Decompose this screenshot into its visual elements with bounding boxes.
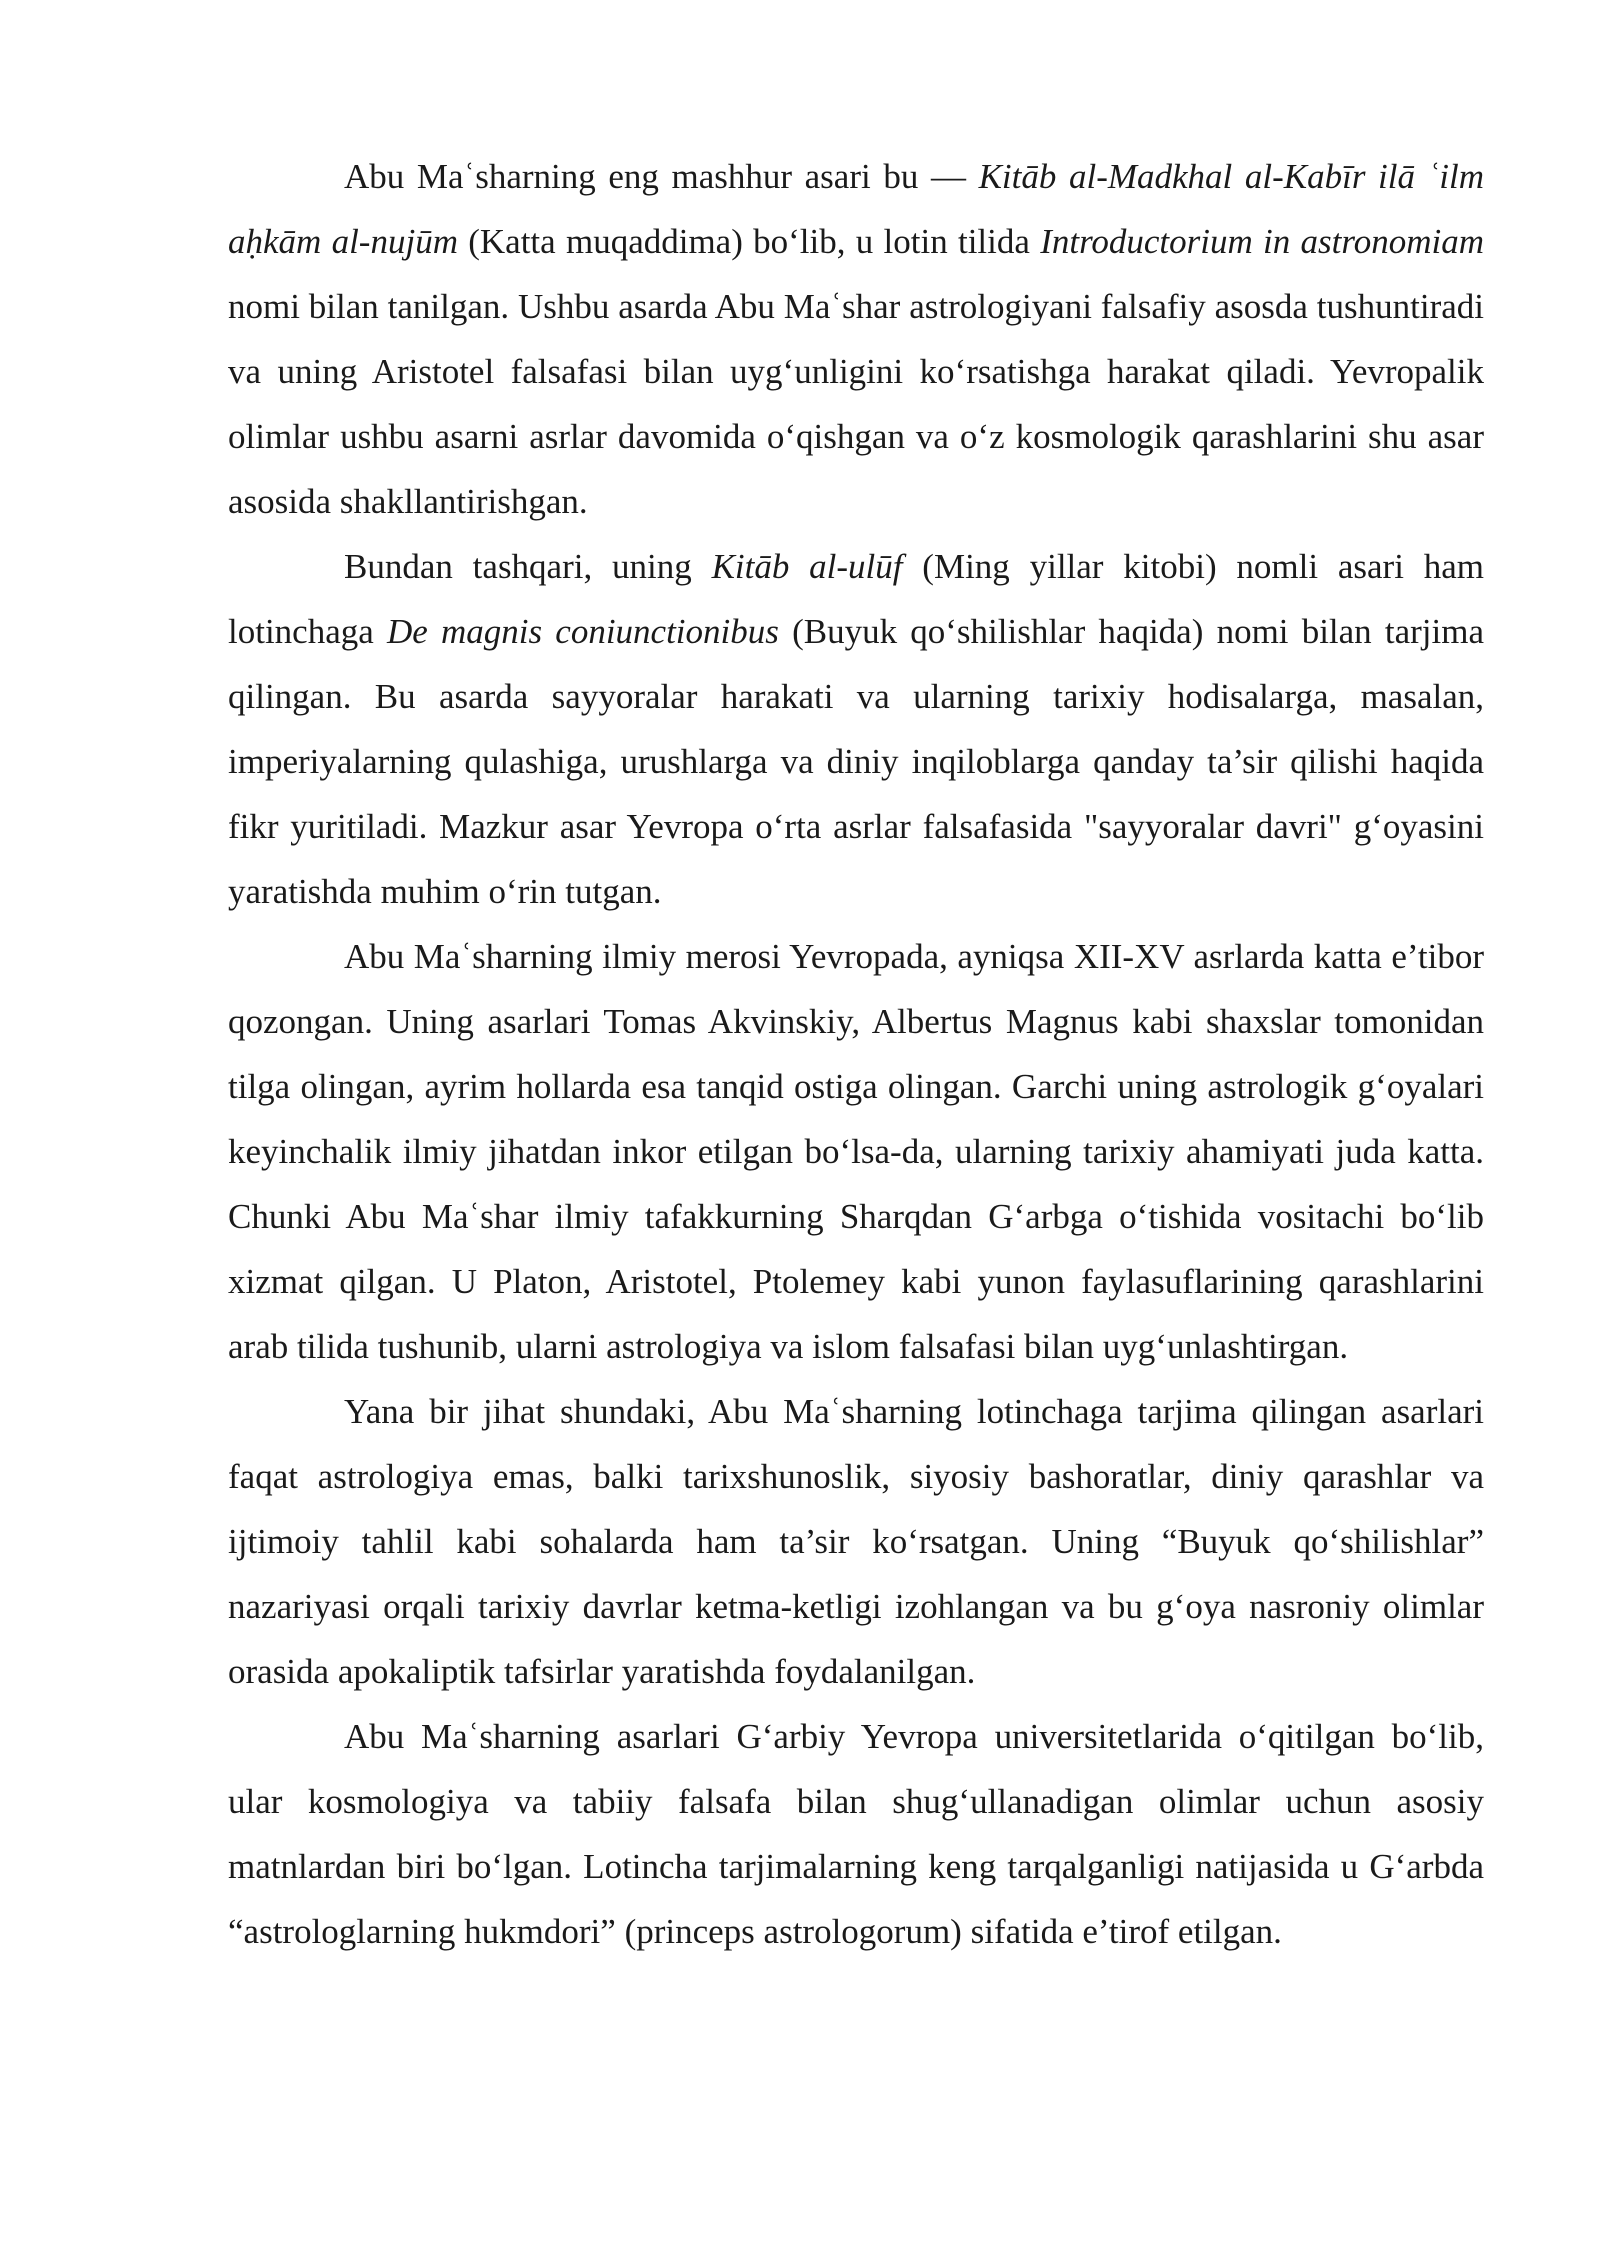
paragraph-3-text: Abu Maʿsharning ilmiy merosi Yevropada, ayniqsa XII-XV asrlarda katta e’tibor qozongan. Uning asarlari Tomas Akvinskiy, Albertus Magnus kabi shaxslar tomonidan tilga olingan, ayrim hollarda esa tanqid ostiga olingan. Garchi uning astrologik g‘oyalari keyinchalik ilmiy jihatdan inkor etilgan bo‘lsa-da, ularning tarixiy ahamiyati juda katta. Chunki Abu Maʿshar ilmiy tafakkurning Sharqdan G‘arbga o‘tishida vositachi bo‘lib xizmat qilgan. U Platon, Aristotel, Ptolemey kabi yunon faylasuflarining qarashlarini arab tilida tushunib, ularni astrologiya va islom falsafasi bilan uyg‘unlashtirgan. — [228, 937, 1484, 1366]
paragraph-2-text: (Buyuk qo‘shilishlar haqida) nomi bilan tarjima qilingan. Bu asarda sayyoralar harakati va ularning tarixiy hodisalarga, masalan, imperiyalarning qulashiga, urushlarga va diniy inqiloblarga qanday ta’sir qilishi haqida fikr yuritiladi. Mazkur asar Yevropa o‘rta asrlar falsafasida "sayyoralar davri" g‘oyasini yaratishda muhim o‘rin tutgan. — [228, 612, 1484, 911]
document-page — [228, 144, 1484, 1964]
paragraph-5-text: Abu Maʿsharning asarlari G‘arbiy Yevropa universitetlarida o‘qitilgan bo‘lib, ular kosmologiya va tabiiy falsafa bilan shug‘ullanadigan olimlar uchun asosiy matnlardan biri bo‘lgan. Lotincha tarjimalarning keng tarqalganligi natijasida u G‘arbda “astrologlarning hukmdori” (princeps astrologorum) sifatida e’tirof etilgan. — [228, 1717, 1484, 1951]
latin-title-de-magnis: De magnis coniunctionibus — [386, 612, 779, 651]
paragraph-1-text: Abu Maʿsharning eng mashhur asari bu — — [344, 157, 979, 196]
paragraph-4 — [228, 1379, 1484, 1704]
paragraph-2-text: (Ming yillar kitobi) nomli asari ham lotinchaga — [228, 547, 1484, 651]
paragraph-3 — [228, 924, 1484, 1379]
paragraph-1-text: nomi bilan tanilgan. Ushbu asarda Abu Maʿshar astrologiyani falsafiy asosda tushuntiradi va uning Aristotel falsafasi bilan uyg‘unligini ko‘rsatishga harakat qiladi. Yevropalik olimlar ushbu asarni asrlar davomida o‘qishgan va o‘z kosmologik qarashlarini shu asar asosida shakllantirishgan. — [228, 287, 1484, 521]
paragraph-1 — [228, 144, 1484, 534]
paragraph-4-text: Yana bir jihat shundaki, Abu Maʿsharning lotinchaga tarjima qilingan asarlari faqat astrologiya emas, balki tarixshunoslik, siyosiy bashoratlar, diniy qarashlar va ijtimoiy tahlil kabi sohalarda ham ta’sir ko‘rsatgan. Uning “Buyuk qo‘shilishlar” nazariyasi orqali tarixiy davrlar ketma-ketligi izohlangan va bu g‘oya nasroniy olimlar orasida apokaliptik tafsirlar yaratishda foydalanilgan. — [228, 1392, 1484, 1691]
book-title-madkhal: Kitāb al-Madkhal al-Kabīr ilā ʿilm aḥkām al-nujūm — [228, 157, 1484, 261]
latin-title-introductorium: Introductorium in astronomiam — [1040, 222, 1484, 261]
paragraph-1-text: (Katta muqaddima) bo‘lib, u lotin tilida — [457, 222, 1041, 261]
paragraph-2-text: Bundan tashqari, uning — [344, 547, 712, 586]
book-title-uluf: Kitāb al-ulūf — [711, 547, 903, 586]
paragraph-2 — [228, 534, 1484, 924]
paragraph-5 — [228, 1704, 1484, 1964]
